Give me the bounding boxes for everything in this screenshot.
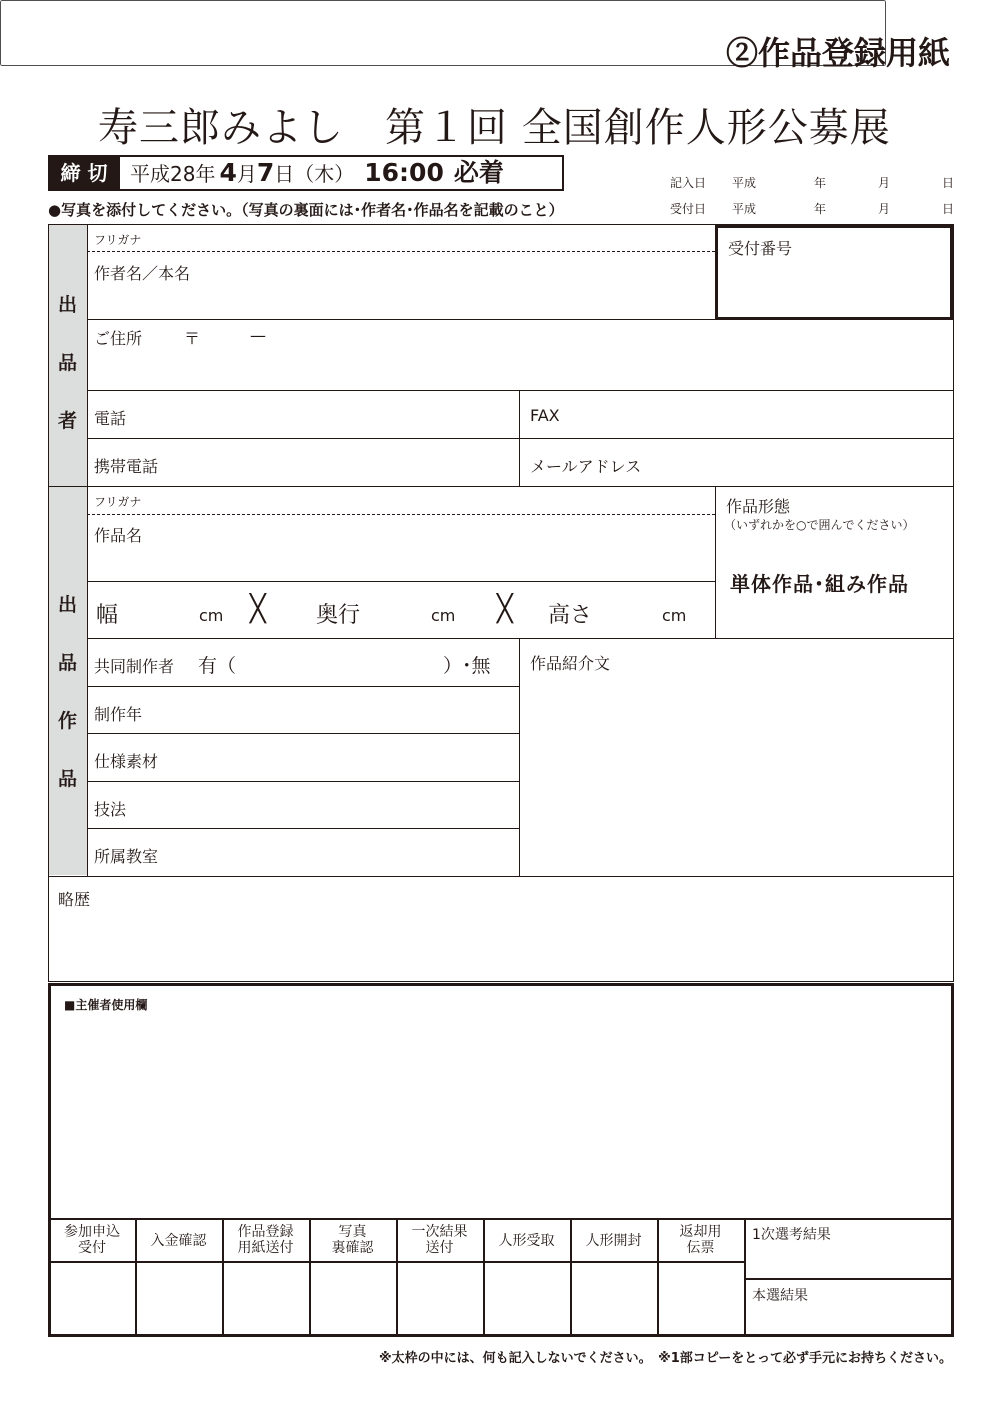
deadline-time: 16:00 bbox=[364, 158, 444, 187]
filled-era: 平成 bbox=[732, 176, 757, 190]
work-section-char-2: 品 bbox=[58, 652, 78, 674]
received-month: 月 bbox=[878, 202, 891, 216]
filled-day: 日 bbox=[942, 176, 955, 190]
year-made-label: 制作年 bbox=[94, 705, 143, 724]
filled-year: 年 bbox=[814, 176, 827, 190]
classroom-label: 所属教室 bbox=[94, 847, 159, 866]
organizer-box bbox=[48, 983, 954, 1337]
times-icon-2: ╳ bbox=[497, 594, 513, 624]
form-type-label: 作品形態 bbox=[726, 497, 791, 516]
received-date-label: 受付日 bbox=[670, 202, 707, 216]
postal-dash: — bbox=[250, 326, 266, 345]
form-type-options[interactable]: 単体作品･組み作品 bbox=[730, 572, 909, 596]
first-result-label: 1次選考結果 bbox=[752, 1227, 831, 1243]
times-icon-1: ╳ bbox=[250, 594, 266, 624]
address-input[interactable] bbox=[94, 350, 948, 382]
work-section-band bbox=[49, 487, 87, 875]
author-name-label: 作者名／本名 bbox=[94, 264, 191, 283]
entry-date-received bbox=[670, 200, 954, 217]
organizer-col-7: 人形開封 bbox=[585, 1233, 642, 1249]
organizer-col-5: 一次結果 送付 bbox=[411, 1224, 468, 1256]
deadline-badge: 締 切 bbox=[48, 155, 120, 191]
exhibitor-section-char-2: 品 bbox=[58, 352, 78, 374]
received-day: 日 bbox=[942, 202, 955, 216]
width-label: 幅 bbox=[96, 603, 119, 628]
filled-date-label: 記入日 bbox=[670, 176, 707, 190]
filled-month: 月 bbox=[878, 176, 891, 190]
width-unit: cm bbox=[199, 606, 224, 625]
address-label: ご住所 bbox=[94, 329, 143, 348]
organizer-col-1: 参加申込 受付 bbox=[64, 1224, 120, 1256]
received-era: 平成 bbox=[732, 202, 757, 216]
deadline-must: 必着 bbox=[453, 158, 504, 187]
work-section-char-3: 作 bbox=[58, 710, 78, 732]
depth-label: 奥行 bbox=[316, 603, 361, 628]
deadline-day-unit: 日（木） bbox=[274, 162, 355, 186]
received-year: 年 bbox=[814, 202, 827, 216]
photo-note: ●写真を添付してください。（写真の裏面には･作者名･作品名を記載のこと） bbox=[48, 201, 564, 219]
organizer-col-6: 人形受取 bbox=[498, 1233, 555, 1249]
email-label: メールアドレス bbox=[530, 457, 642, 476]
entry-date-filled bbox=[670, 174, 954, 191]
organizer-col-4: 写真 裏確認 bbox=[331, 1224, 374, 1256]
materials-label: 仕様素材 bbox=[94, 752, 159, 771]
height-unit: cm bbox=[662, 606, 687, 625]
coauthor-no[interactable]: ）･無 bbox=[443, 655, 491, 677]
height-label: 高さ bbox=[548, 603, 593, 628]
receipt-number-label: 受付番号 bbox=[728, 239, 793, 258]
work-title-input[interactable] bbox=[94, 546, 708, 576]
deadline-era: 平成28年 bbox=[130, 162, 216, 186]
page-title: 寿三郎みよし 第１回 全国創作人形公募展 bbox=[98, 105, 891, 151]
deadline-month: 4 bbox=[219, 158, 237, 187]
deadline-text bbox=[130, 157, 504, 190]
author-name-input[interactable] bbox=[94, 284, 708, 314]
furigana-label: フリガナ bbox=[94, 233, 142, 247]
work-title-label: 作品名 bbox=[94, 526, 143, 545]
deadline-day: 7 bbox=[256, 158, 275, 187]
deadline-month-unit: 月 bbox=[236, 162, 257, 186]
coauthor-label: 共同制作者 bbox=[94, 657, 175, 676]
coauthor-yes[interactable]: 有（ bbox=[198, 655, 237, 677]
exhibitor-section-char-3: 者 bbox=[58, 410, 78, 432]
organizer-col-8: 返却用 伝票 bbox=[679, 1224, 722, 1256]
final-result-label: 本選結果 bbox=[752, 1288, 808, 1304]
phone-label: 電話 bbox=[94, 409, 127, 428]
work-section-char-1: 出 bbox=[58, 594, 78, 616]
career-label: 略歴 bbox=[58, 890, 91, 909]
exhibitor-section-char-1: 出 bbox=[58, 294, 78, 316]
depth-unit: cm bbox=[431, 606, 456, 625]
postal-mark: 〒 bbox=[184, 329, 201, 348]
technique-label: 技法 bbox=[94, 800, 127, 819]
organizer-label: ■主催者使用欄 bbox=[64, 998, 148, 1012]
organizer-col-3: 作品登録 用紙送付 bbox=[237, 1224, 294, 1256]
work-furigana-label: フリガナ bbox=[94, 495, 142, 509]
form-type-note: （いずれかを○で囲んでください） bbox=[724, 518, 915, 532]
footer-note: ※太枠の中には、何も記入しないでください。 ※1部コピーをとって必ず手元にお持ちください。 bbox=[378, 1351, 952, 1366]
fax-label: FAX bbox=[530, 406, 560, 425]
mobile-label: 携帯電話 bbox=[94, 457, 159, 476]
intro-label: 作品紹介文 bbox=[530, 654, 611, 673]
work-section-char-4: 品 bbox=[58, 768, 78, 790]
form-label: ②作品登録用紙 bbox=[725, 34, 950, 72]
organizer-col-2: 入金確認 bbox=[150, 1233, 207, 1249]
